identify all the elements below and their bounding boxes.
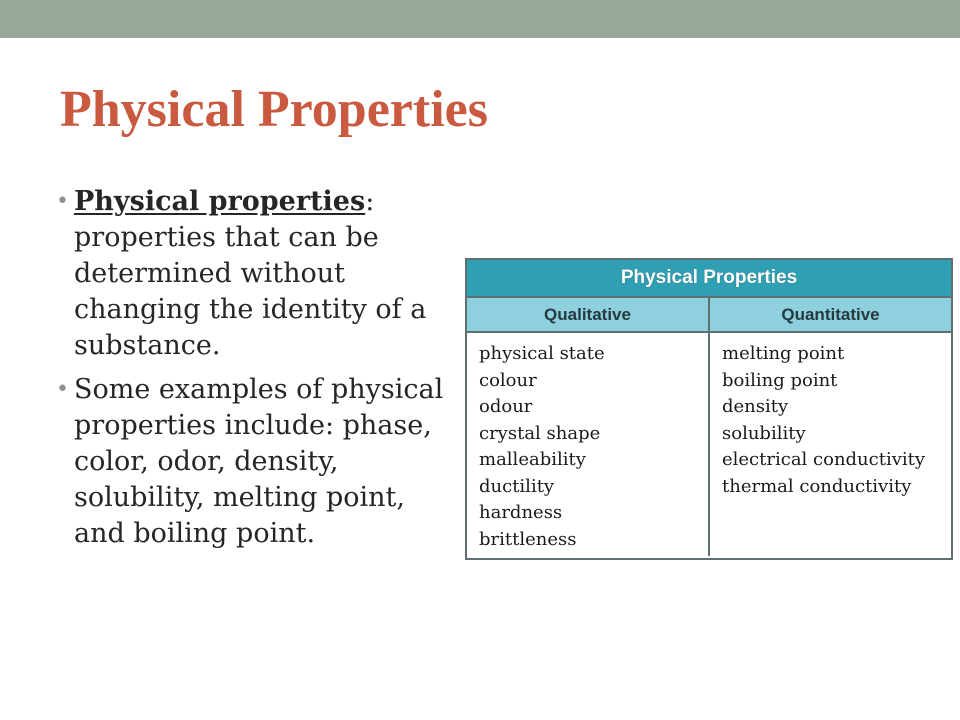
definition-term: Physical properties [74, 186, 366, 217]
bullet-list [56, 184, 456, 560]
slide-title: Physical Properties [60, 81, 488, 138]
quantitative-list [708, 333, 951, 556]
list-item: solubility [722, 422, 806, 444]
table-body [467, 333, 951, 556]
list-item: ductility [479, 475, 555, 497]
examples-text: Some examples of physical properties include: phase, color, odor, density, solubility, melting point, and boiling point. [74, 374, 444, 549]
top-accent-bar [0, 0, 960, 38]
column-header-quantitative: Quantitative [708, 298, 951, 331]
bullet-definition [56, 184, 456, 364]
definition-colon: : [365, 186, 375, 217]
list-item: colour [479, 369, 537, 391]
list-item: electrical conductivity [722, 449, 926, 470]
list-item: odour [479, 396, 533, 417]
bullet-dot-icon: • [56, 377, 69, 402]
list-item: crystal shape [479, 422, 601, 444]
bullet-examples [56, 372, 456, 552]
list-item: brittleness [479, 528, 577, 550]
table-heading: Physical Properties [467, 260, 951, 298]
list-item: hardness [479, 502, 563, 523]
list-item: density [722, 396, 789, 417]
physical-properties-table [465, 258, 953, 560]
column-header-qualitative: Qualitative [544, 304, 631, 324]
list-item: physical state [479, 343, 605, 364]
qualitative-list [467, 333, 708, 556]
list-item: malleability [479, 449, 586, 470]
table-column-headers [467, 298, 951, 333]
list-item: boiling point [722, 369, 838, 391]
definition-text: properties that can be determined without changing the identity of a substance. [74, 222, 427, 361]
bullet-dot-icon: • [56, 189, 69, 214]
list-item: melting point [722, 343, 845, 364]
list-item: thermal conductivity [722, 475, 912, 497]
